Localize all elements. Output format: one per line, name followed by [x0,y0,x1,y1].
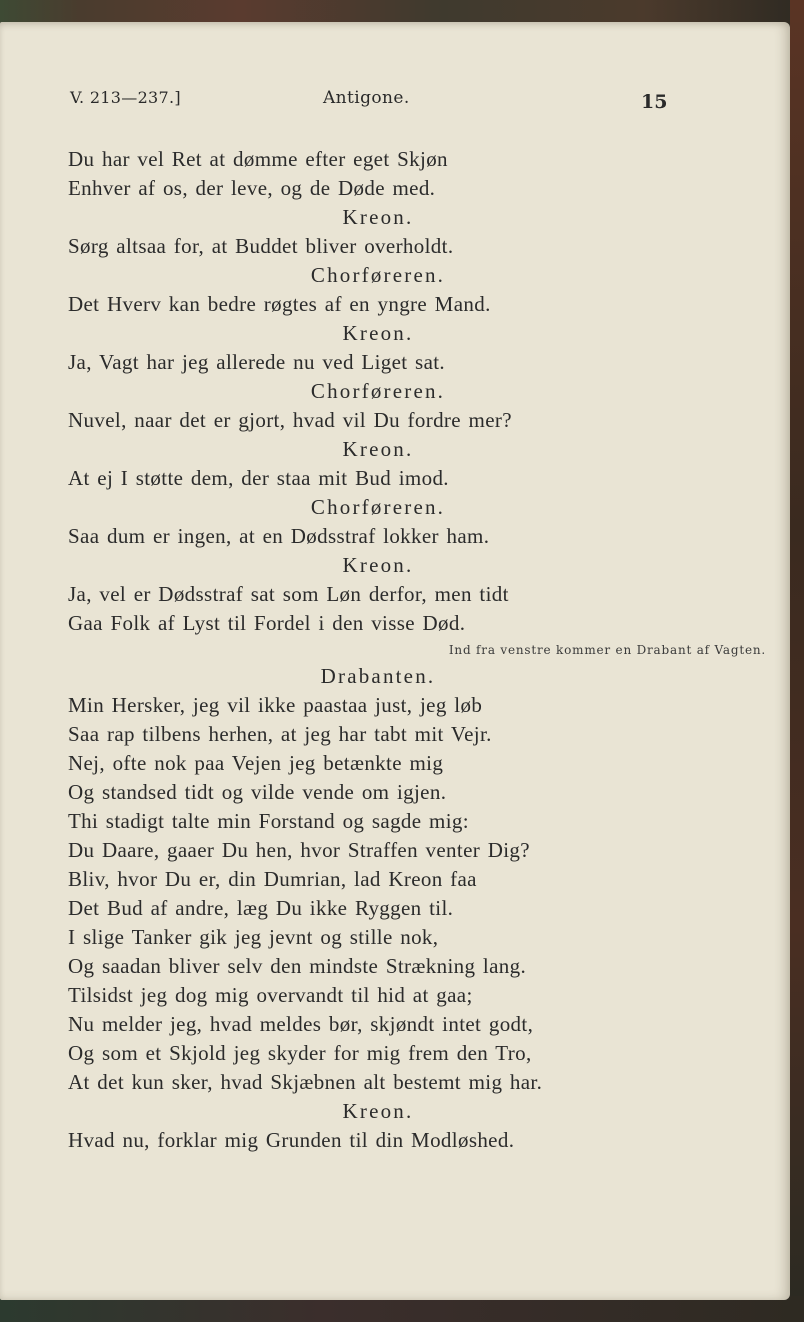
speaker-name: Kreon. [342,553,414,577]
verse-line: Hvad nu, forklar mig Grunden til din Modløshed. [68,1128,515,1152]
stage-direction: Ind fra venstre kommer en Drabant af Vagten. [448,643,766,657]
verse-line: Det Hverv kan bedre røgtes af en yngre Mand. [68,292,491,316]
verse-line: Du har vel Ret at dømme efter eget Skjøn [68,147,448,171]
verse-line: Og saadan bliver selv den mindste Strækning lang. [68,954,527,978]
running-title: Antigone. [323,88,410,108]
speaker-name: Kreon. [342,437,414,461]
verse-line: Tilsidst jeg dog mig overvandt til hid at gaa; [68,983,473,1007]
page-paper [0,22,790,1300]
verse-line: Og standsed tidt og vilde vende om igjen. [68,780,447,804]
verse-line: I slige Tanker gik jeg jevnt og stille nok, [68,925,439,949]
speaker-name: Chorføreren. [310,263,446,287]
verse-line: At det kun sker, hvad Skjæbnen alt bestemt mig har. [68,1070,543,1094]
speaker-name: Kreon. [342,205,414,229]
speaker-name: Kreon. [342,1099,414,1123]
verse-line: Sørg altsaa for, at Buddet bliver overholdt. [68,234,454,258]
verse-line: Nu melder jeg, hvad meldes bør, skjøndt intet godt, [68,1012,534,1036]
verse-line: Og som et Skjold jeg skyder for mig frem den Tro, [68,1041,532,1065]
verse-line: Saa rap tilbens herhen, at jeg har tabt mit Vejr. [68,722,492,746]
verse-line: Ja, vel er Dødsstraf sat som Løn derfor, men tidt [68,582,509,606]
verse-line: Min Hersker, jeg vil ikke paastaa just, jeg løb [68,693,483,717]
verse-line: At ej I støtte dem, der staa mit Bud imod. [68,466,449,490]
verse-line: Gaa Folk af Lyst til Fordel i den visse Død. [68,611,466,635]
speaker-name: Drabanten. [320,664,436,688]
verse-range: V. 213—237.] [70,88,181,107]
verse-line: Nej, ofte nok paa Vejen jeg betænkte mig [68,751,444,775]
verse-line: Det Bud af andre, læg Du ikke Ryggen til. [68,896,454,920]
speaker-name: Chorføreren. [310,495,446,519]
verse-line: Saa dum er ingen, at en Dødsstraf lokker ham. [68,524,490,548]
play-text [68,145,768,1155]
verse-line: Enhver af os, der leve, og de Døde med. [68,176,436,200]
speaker-name: Kreon. [342,321,414,345]
verse-line: Ja, Vagt har jeg allerede nu ved Liget sat. [68,350,446,374]
verse-line: Nuvel, naar det er gjort, hvad vil Du fordre mer? [68,408,512,432]
verse-line: Du Daare, gaaer Du hen, hvor Straffen venter Dig? [68,838,530,862]
page-number: 15 [641,91,668,113]
verse-line: Bliv, hvor Du er, din Dumrian, lad Kreon faa [68,867,477,891]
page-header [0,88,790,118]
verse-line: Thi stadigt talte min Forstand og sagde mig: [68,809,469,833]
speaker-name: Chorføreren. [310,379,446,403]
book-cover-right-edge [790,0,804,1322]
